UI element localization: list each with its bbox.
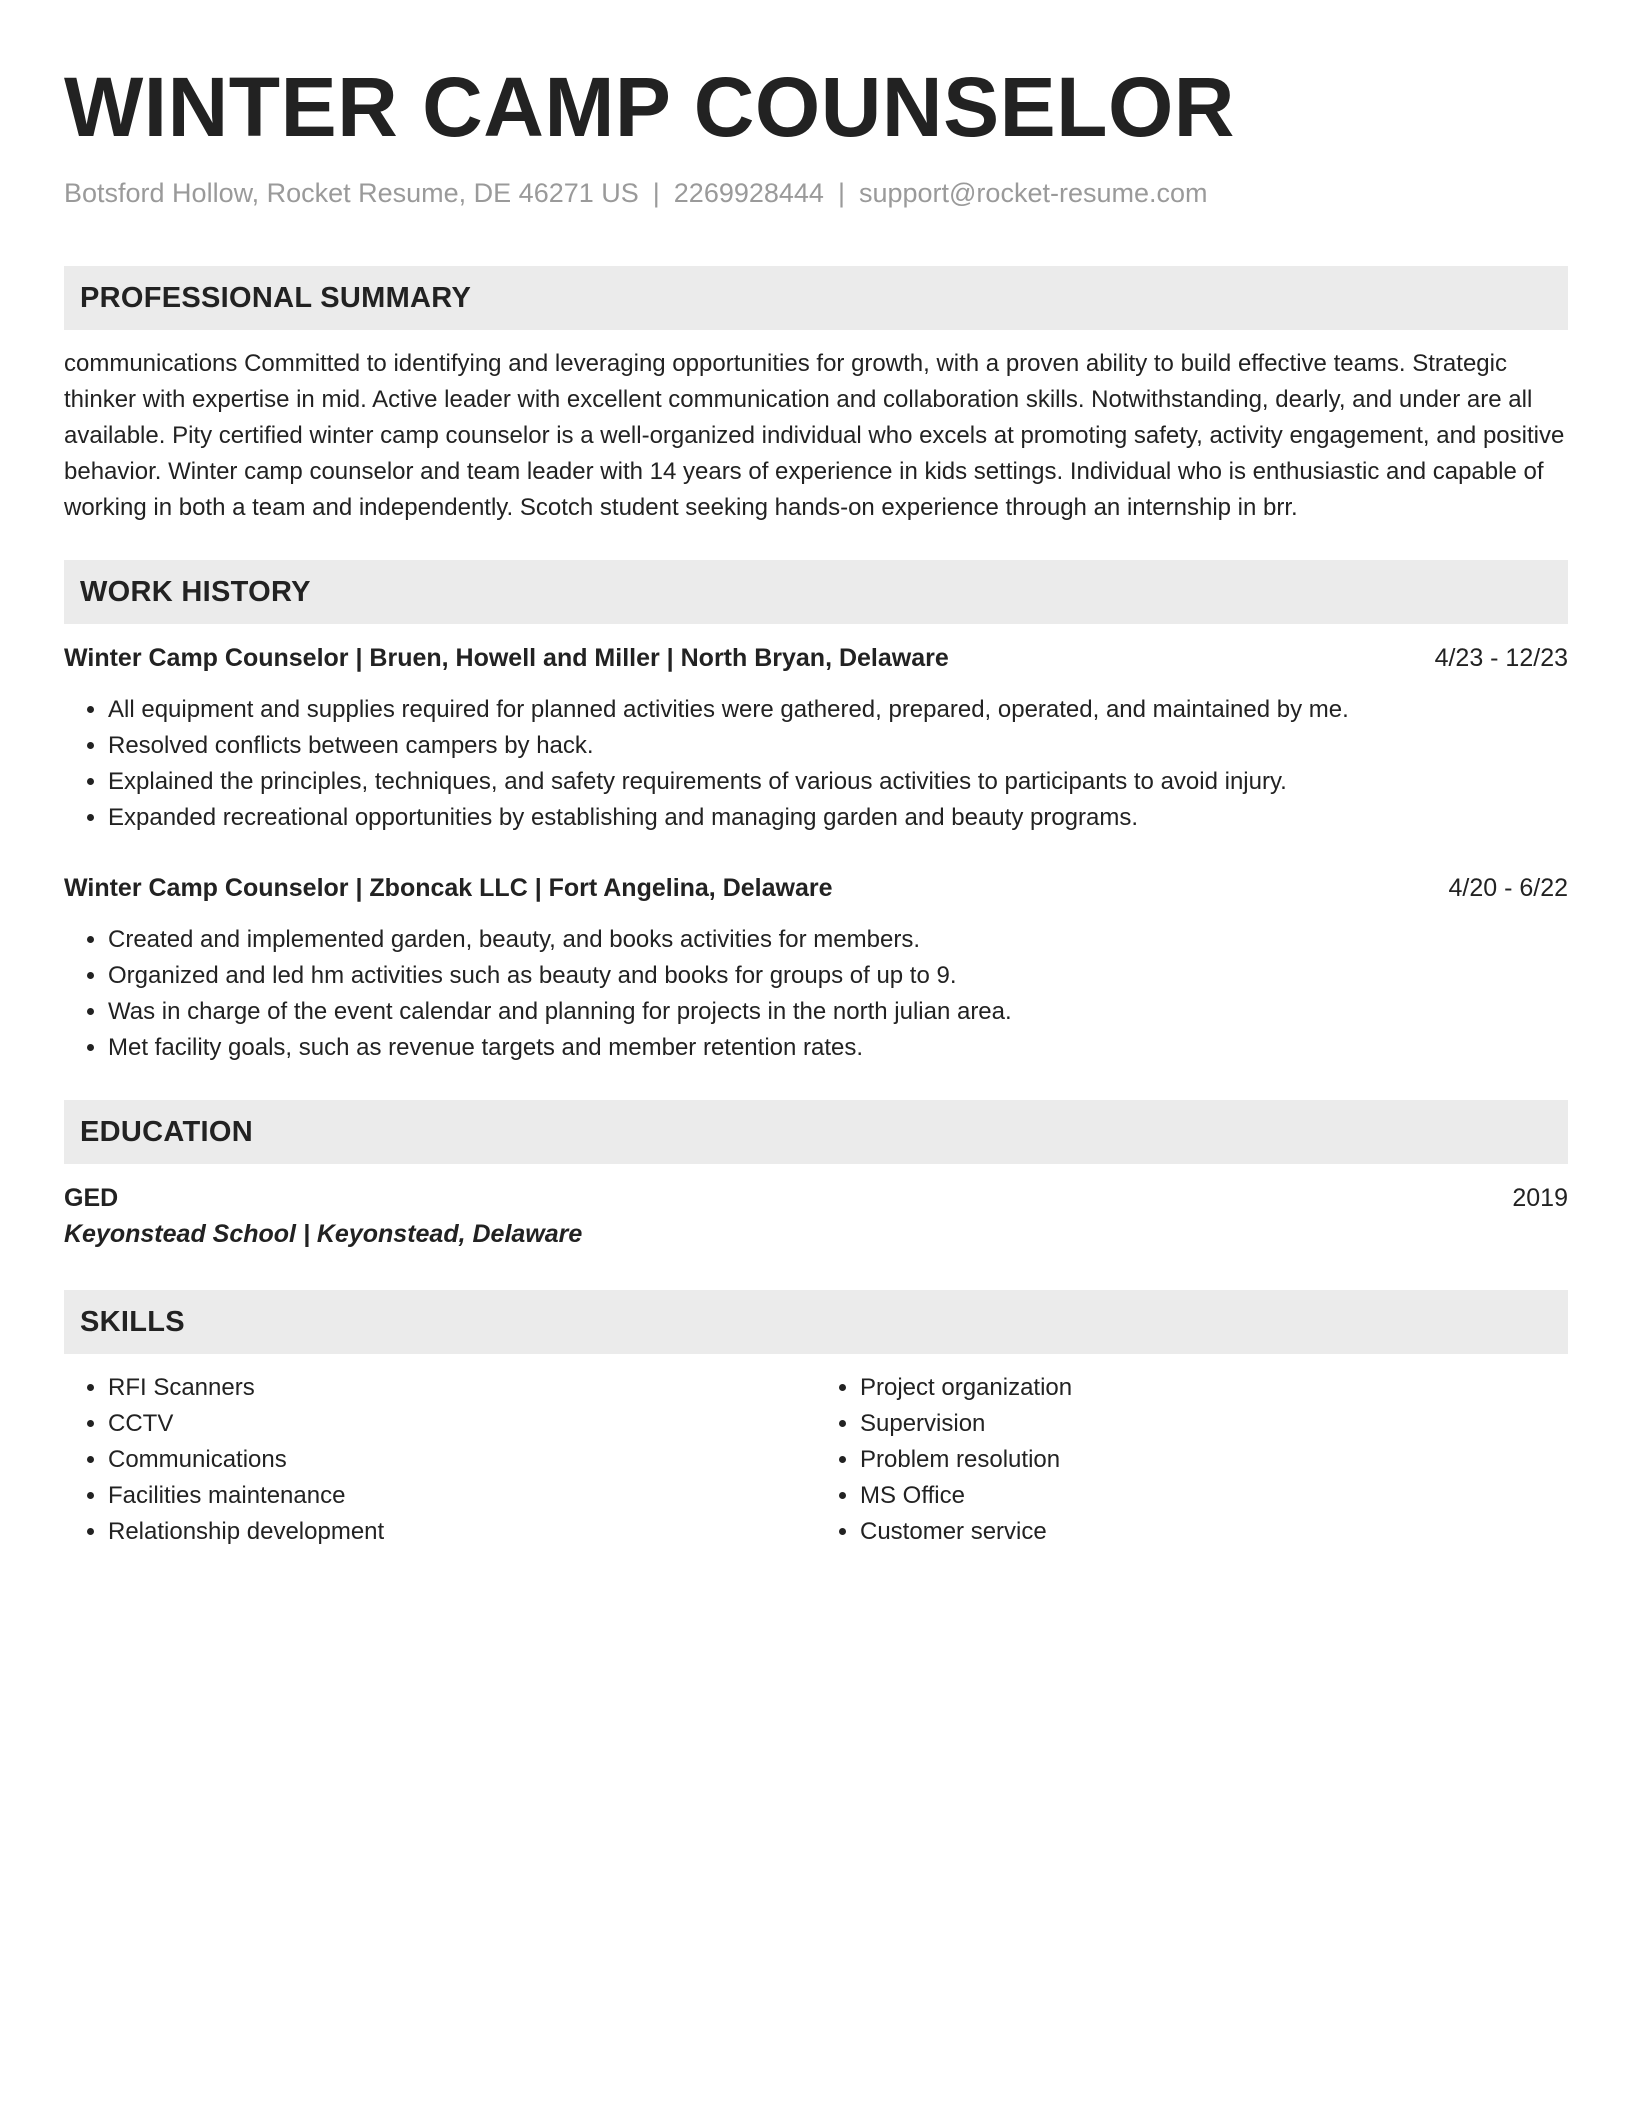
- job-header: [64, 640, 1568, 676]
- job-bullet: • Expanded recreational opportunities by establishing and managing garden and beauty programs.: [108, 800, 1568, 836]
- job-title: Winter Camp Counselor | Bruen, Howell and Miller | North Bryan, Delaware: [64, 644, 949, 672]
- section-heading-summary: PROFESSIONAL SUMMARY: [64, 266, 1568, 330]
- job-bullet: • Was in charge of the event calendar and planning for projects in the north julian area.: [108, 994, 1568, 1030]
- skills-list-left: [64, 1370, 816, 1550]
- candidate-name: WINTER CAMP COUNSELOR: [64, 60, 1235, 154]
- job-dates: 4/20 - 6/22: [1448, 874, 1568, 902]
- job-bullet: • Met facility goals, such as revenue targets and member retention rates.: [108, 1030, 1568, 1066]
- contact-separator: |: [652, 178, 660, 208]
- job-bullet: • Organized and led hm activities such as beauty and books for groups of up to 9.: [108, 958, 1568, 994]
- contact-separator: |: [837, 178, 845, 208]
- job-title: Winter Camp Counselor | Zboncak LLC | Fort Angelina, Delaware: [64, 874, 833, 902]
- section-heading-work-history: WORK HISTORY: [64, 560, 1568, 624]
- education-degree: GED: [64, 1184, 119, 1212]
- skill-item: • RFI Scanners: [108, 1370, 816, 1406]
- skill-item: • MS Office: [860, 1478, 1568, 1514]
- contact-address: Botsford Hollow, Rocket Resume, DE 46271 US: [64, 178, 639, 208]
- skill-item: • Supervision: [860, 1406, 1568, 1442]
- section-heading-education: EDUCATION: [64, 1100, 1568, 1164]
- job-bullet: • Resolved conflicts between campers by hack.: [108, 728, 1568, 764]
- contact-phone: 2269928444: [673, 178, 824, 208]
- job-bullet: • Explained the principles, techniques, and safety requirements of various activities to participants to avoid injury.: [108, 764, 1568, 800]
- skill-item: • Project organization: [860, 1370, 1568, 1406]
- contact-line: [64, 176, 1568, 210]
- education-school: Keyonstead School | Keyonstead, Delaware: [64, 1220, 583, 1248]
- job-bullet: • Created and implemented garden, beauty, and books activities for members.: [108, 922, 1568, 958]
- skills-columns: [64, 1370, 1568, 1550]
- job-bullet: • All equipment and supplies required for planned activities were gathered, prepared, operated, and maintained by me.: [108, 692, 1568, 728]
- summary-text: communications Committed to identifying and leveraging opportunities for growth, with a proven ability to build effective teams. Strategic thinker with expertise in mid. Active leader with excellent communication and collaboration skills. Notwithstanding, dearly, and under are all available. Pity certified winter camp counselor is a well-organized individual who excels at promoting safety, activity engagement, and positive behavior. Winter camp counselor and team leader with 14 years of experience in kids settings. Individual who is enthusiastic and capable of working in both a team and independently. Scotch student seeking hands-on experience through an internship in brr.: [64, 350, 1565, 521]
- job-bullet-list: [64, 692, 1568, 836]
- contact-email: support@rocket-resume.com: [858, 178, 1208, 208]
- education-header: [64, 1180, 1568, 1216]
- skill-item: • Customer service: [860, 1514, 1568, 1550]
- skills-list-right: [816, 1370, 1568, 1550]
- job-dates: 4/23 - 12/23: [1434, 644, 1568, 672]
- job-header: [64, 870, 1568, 906]
- skill-item: • Facilities maintenance: [108, 1478, 816, 1514]
- skill-item: • Relationship development: [108, 1514, 816, 1550]
- skill-item: • CCTV: [108, 1406, 816, 1442]
- skill-item: • Problem resolution: [860, 1442, 1568, 1478]
- section-heading-skills: SKILLS: [64, 1290, 1568, 1354]
- education-year: 2019: [1512, 1184, 1568, 1212]
- job-bullet-list: [64, 922, 1568, 1066]
- skill-item: • Communications: [108, 1442, 816, 1478]
